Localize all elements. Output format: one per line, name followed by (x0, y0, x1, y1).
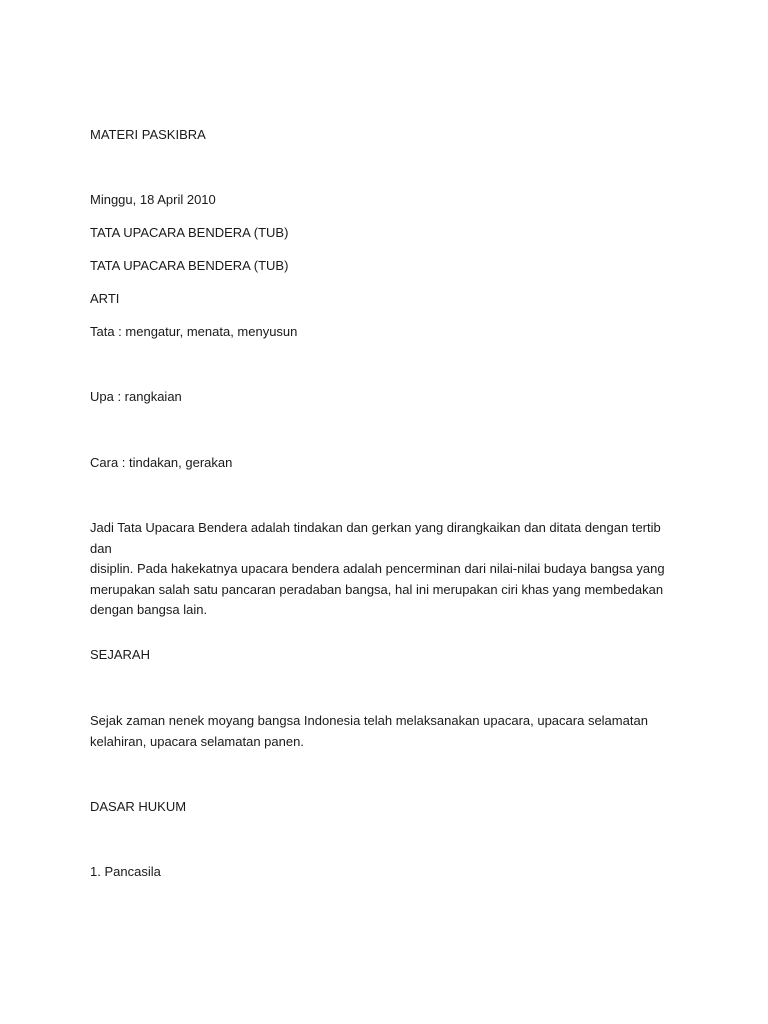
paragraph-intro-line: dengan bangsa lain. (90, 602, 208, 617)
paragraph-intro-line: Jadi Tata Upacara Bendera adalah tindakan dan gerkan yang dirangkaikan dan ditata dengan tertib dan (90, 520, 661, 556)
heading-arti: ARTI (90, 291, 120, 306)
definition-upa: Upa : rangkaian (90, 389, 182, 404)
document-date: Minggu, 18 April 2010 (90, 192, 216, 207)
definition-tata: Tata : mengatur, menata, menyusun (90, 324, 298, 339)
document-title: MATERI PASKIBRA (90, 127, 206, 142)
heading-tata-upacara-2: TATA UPACARA BENDERA (TUB) (90, 258, 289, 273)
heading-tata-upacara-1: TATA UPACARA BENDERA (TUB) (90, 225, 289, 240)
paragraph-intro (90, 518, 680, 621)
paragraph-sejarah-line: Sejak zaman nenek moyang bangsa Indonesia telah melaksanakan upacara, upacara selamatan (90, 713, 648, 728)
list-item-pancasila: 1. Pancasila (90, 864, 161, 879)
paragraph-sejarah (90, 711, 680, 752)
paragraph-sejarah-line: kelahiran, upacara selamatan panen. (90, 733, 304, 749)
heading-sejarah: SEJARAH (90, 647, 150, 662)
paragraph-intro-line: disiplin. Pada hakekatnya upacara bendera adalah pencerminan dari nilai-nilai budaya bangsa yang (90, 561, 665, 576)
heading-dasar-hukum: DASAR HUKUM (90, 799, 187, 814)
definition-cara: Cara : tindakan, gerakan (90, 455, 233, 470)
paragraph-intro-line: merupakan salah satu pancaran peradaban bangsa, hal ini merupakan ciri khas yang membedakan (90, 581, 664, 597)
